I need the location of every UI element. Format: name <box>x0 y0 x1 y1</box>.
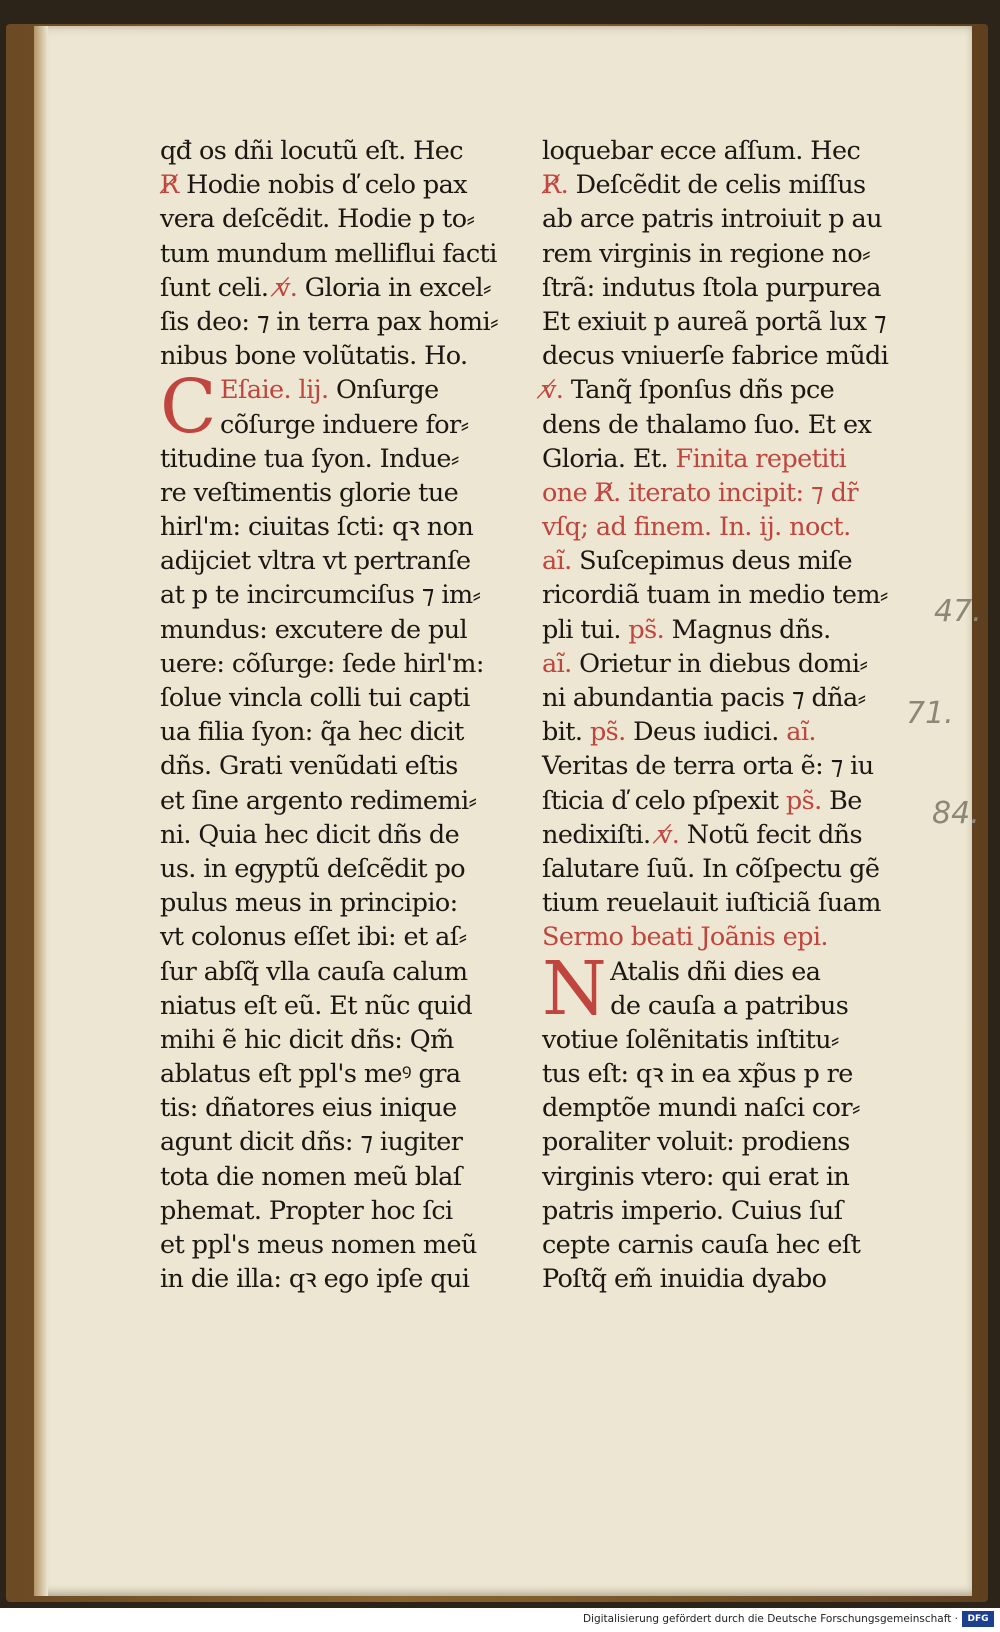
rubric-text: aĩ. <box>542 546 572 577</box>
text-line <box>542 1023 934 1057</box>
line-text: et ppl's meus nomen meũ <box>160 1230 477 1260</box>
text-line <box>160 613 538 647</box>
book-page <box>34 26 982 1596</box>
initial-letter: C <box>160 364 217 451</box>
line-text: ſtrã: indutus ſtola purpurea <box>542 272 881 303</box>
right-text-column <box>542 134 934 1296</box>
line-text: tis: dñatores eius inique <box>160 1093 457 1124</box>
text-line <box>542 749 934 783</box>
line-text: ſalutare ſuũ. In cõſpectu gẽ <box>542 853 880 884</box>
text-line <box>542 1091 934 1125</box>
line-text: cõſurge induere for⸗ <box>220 409 469 440</box>
footer-bar <box>0 1608 1000 1632</box>
line-text: in die illa: qꝛ ego ipſe qui <box>160 1264 470 1295</box>
line-text: Tanq̃ ſponſus dñs pce <box>563 375 835 406</box>
line-text: agunt dicit dñs: ⁊ iugiter <box>160 1127 463 1158</box>
text-line <box>160 1057 538 1091</box>
line-text: tota die nomen meũ blaſ <box>160 1161 462 1192</box>
line-text: Magnus dñs. <box>664 614 831 645</box>
text-line <box>542 681 934 715</box>
rubric-text: one R̸. iterato incipit: ⁊ dr̃ <box>542 477 858 508</box>
text-line <box>542 476 934 510</box>
line-text: ni. Quia hec dicit dñs de <box>160 819 460 850</box>
line-text: et ſine argento redimemi⸗ <box>160 785 477 816</box>
text-line <box>160 442 538 476</box>
margin-note: 71. <box>906 696 954 731</box>
text-line <box>160 408 538 442</box>
rubric-text: R̸ <box>160 170 179 201</box>
line-text: demptõe mundi naſci cor⸗ <box>542 1093 860 1124</box>
line-text: Gloria in excel⸗ <box>297 272 491 303</box>
margin-note: 84. <box>932 796 980 831</box>
line-text: vt colonus eſſet ibi: et aſ⸗ <box>160 922 467 953</box>
line-text: ricordiã tuam in medio tem⸗ <box>542 580 888 611</box>
line-text: mihi ẽ hic dicit dñs: Qm̃ <box>160 1024 454 1055</box>
rubric-text: Finita repetiti <box>675 443 846 474</box>
line-text: loquebar ecce aſſum. Hec <box>542 136 861 166</box>
text-line <box>542 1160 934 1194</box>
rubric-text: v̸. <box>657 819 680 850</box>
rubric-text: v̸. <box>542 375 564 406</box>
text-line <box>160 1228 538 1262</box>
line-text: Atalis dñi dies ea <box>610 956 821 987</box>
line-text: pulus meus in principio: <box>160 888 458 919</box>
line-text: decus vniuerſe fabrice mũdi <box>542 341 889 372</box>
text-line <box>542 305 934 339</box>
line-text: uere: cõſurge: ſede hirl'm: <box>160 648 484 679</box>
text-line <box>542 510 934 544</box>
text-line <box>160 168 538 202</box>
text-line <box>542 1125 934 1159</box>
line-text: de cauſa a patribus <box>610 990 849 1021</box>
text-line <box>160 715 538 749</box>
rubric-text: ps̃. <box>628 614 665 645</box>
line-text: Orietur in diebus domi⸗ <box>571 648 868 679</box>
text-line <box>160 134 538 168</box>
text-line <box>542 134 934 168</box>
line-text: ſolue vincla colli tui capti <box>160 683 470 713</box>
text-line <box>542 578 934 612</box>
line-text: hirl'm: ciuitas ſcti: qꝛ non <box>160 512 474 543</box>
rubric-text: aĩ. <box>542 648 572 679</box>
line-text: adijciet vltra vt pertranſe <box>160 546 471 577</box>
line-text: pli tui. <box>542 614 629 645</box>
text-line <box>160 1194 538 1228</box>
text-line <box>160 818 538 852</box>
line-text: dens de thalamo ſuo. Et ex <box>542 409 872 440</box>
text-line <box>542 1194 934 1228</box>
line-text: ſur abſq̃ vlla cauſa calum <box>160 956 468 987</box>
text-line <box>542 886 934 920</box>
text-line <box>542 852 934 886</box>
text-line <box>542 442 934 476</box>
text-line <box>160 237 538 271</box>
line-text: vera deſcẽdit. Hodie p to⸗ <box>160 204 475 235</box>
line-text: re veſtimentis glorie tue <box>160 477 459 508</box>
text-line <box>160 202 538 236</box>
rubric-text: Eſaie. lij. <box>220 375 329 406</box>
text-line <box>160 647 538 681</box>
line-text: virginis vtero: qui erat in <box>542 1161 850 1192</box>
margin-note: 47. <box>934 594 982 629</box>
rubric-text: Sermo beati Joãnis epi. <box>542 922 828 953</box>
text-line <box>160 886 538 920</box>
text-line <box>160 749 538 783</box>
line-text: poraliter voluit: prodiens <box>542 1127 850 1158</box>
text-line <box>542 1057 934 1091</box>
text-line <box>542 373 934 407</box>
rubric-text: ps̃. <box>785 785 822 816</box>
text-line <box>160 305 538 339</box>
line-text: mundus: excutere de pul <box>160 614 468 645</box>
rubric-text: ps̃. <box>589 717 626 748</box>
text-line <box>542 408 934 442</box>
text-line <box>542 168 934 202</box>
line-text: qđ os dñi locutũ eſt. Hec <box>160 136 463 166</box>
text-line <box>542 715 934 749</box>
text-line <box>160 1091 538 1125</box>
line-text: ſunt celi. <box>160 272 276 303</box>
line-text: bit. <box>542 717 590 748</box>
text-line <box>542 920 934 954</box>
text-line <box>542 1228 934 1262</box>
rubric-text: aĩ. <box>786 717 816 748</box>
text-line <box>542 339 934 373</box>
line-text: Be <box>821 785 862 816</box>
rubric-text: vſq; ad finem. In. ij. noct. <box>542 512 851 543</box>
line-text: Onſurge <box>328 375 439 406</box>
line-text: Deſcẽdit de celis miſſus <box>568 170 866 201</box>
line-text: Deus iudici. <box>625 717 787 748</box>
text-line <box>542 202 934 236</box>
text-line <box>542 647 934 681</box>
text-line <box>542 613 934 647</box>
rubric-text: v̸. <box>275 272 298 303</box>
text-line <box>542 784 934 818</box>
line-text: Veritas de terra orta ẽ: ⁊ iu <box>542 751 874 782</box>
line-text: Et exiuit p aureã portã lux ⁊ <box>542 306 886 337</box>
text-line <box>542 544 934 578</box>
text-line <box>160 544 538 578</box>
initial-letter: N <box>542 945 607 1032</box>
text-line <box>160 271 538 305</box>
line-text: niatus eſt eũ. Et nũc quid <box>160 990 473 1021</box>
line-text: tium reuelauit iuſticiã ſuam <box>542 888 881 919</box>
dfg-logo: DFG <box>962 1611 994 1627</box>
text-line <box>160 784 538 818</box>
line-text: ſis deo: ⁊ in terra pax homi⸗ <box>160 306 498 337</box>
line-text: us. in egyptũ deſcẽdit po <box>160 853 466 884</box>
text-line <box>160 955 538 989</box>
text-line <box>160 920 538 954</box>
text-line <box>160 476 538 510</box>
line-text: rem virginis in regione no⸗ <box>542 238 871 269</box>
line-text: ab arce patris introiuit p au <box>542 204 882 235</box>
text-line <box>160 510 538 544</box>
line-text: votiue ſolẽnitatis inſtitu⸗ <box>542 1024 839 1055</box>
line-text: Notũ fecit dñs <box>679 819 862 850</box>
line-text: phemat. Propter hoc ſci <box>160 1195 453 1226</box>
text-line <box>160 1023 538 1057</box>
text-line <box>160 578 538 612</box>
line-text: cepte carnis cauſa hec eſt <box>542 1230 861 1260</box>
line-text: tus eſt: qꝛ in ea xp̃us p re <box>542 1059 853 1090</box>
rubric-text: R̸. <box>542 170 569 201</box>
left-text-column <box>160 134 538 1296</box>
line-text: nibus bone volũtatis. Ho. <box>160 341 468 372</box>
text-line <box>160 989 538 1023</box>
line-text: ſticia ď celo pſpexit <box>542 785 786 816</box>
line-text: titudine tua ſyon. Indue⸗ <box>160 443 459 474</box>
footer-credit: Digitalisierung gefördert durch die Deutsche Forschungsgemeinschaft · <box>582 1613 958 1625</box>
line-text: ni abundantia pacis ⁊ dña⸗ <box>542 683 866 713</box>
text-line <box>542 271 934 305</box>
text-line <box>160 852 538 886</box>
line-text: at p te incircumciſus ⁊ im⸗ <box>160 580 481 611</box>
line-text: tum mundum melliflui facti <box>160 238 497 269</box>
line-text: dñs. Grati venũdati eſtis <box>160 751 458 782</box>
line-text: ablatus eſt ppl's meꝰ gra <box>160 1059 461 1090</box>
text-line <box>160 339 538 373</box>
text-line <box>160 1160 538 1194</box>
text-line <box>160 1262 538 1296</box>
text-line <box>542 1262 934 1296</box>
line-text: ua filia ſyon: q̃a hec dicit <box>160 717 464 748</box>
line-text: nedixiſti. <box>542 819 658 850</box>
line-text: Poſtq̃ em̃ inuidia dyabo <box>542 1264 827 1295</box>
line-text: Gloria. Et. <box>542 443 676 474</box>
line-text: patris imperio. Cuius ſuſ <box>542 1195 843 1226</box>
text-line <box>160 1125 538 1159</box>
text-line <box>160 681 538 715</box>
line-text: Hodie nobis ď celo pax <box>178 170 467 201</box>
line-text: Suſcepimus deus miſe <box>571 546 853 577</box>
text-line <box>542 818 934 852</box>
text-line <box>542 237 934 271</box>
